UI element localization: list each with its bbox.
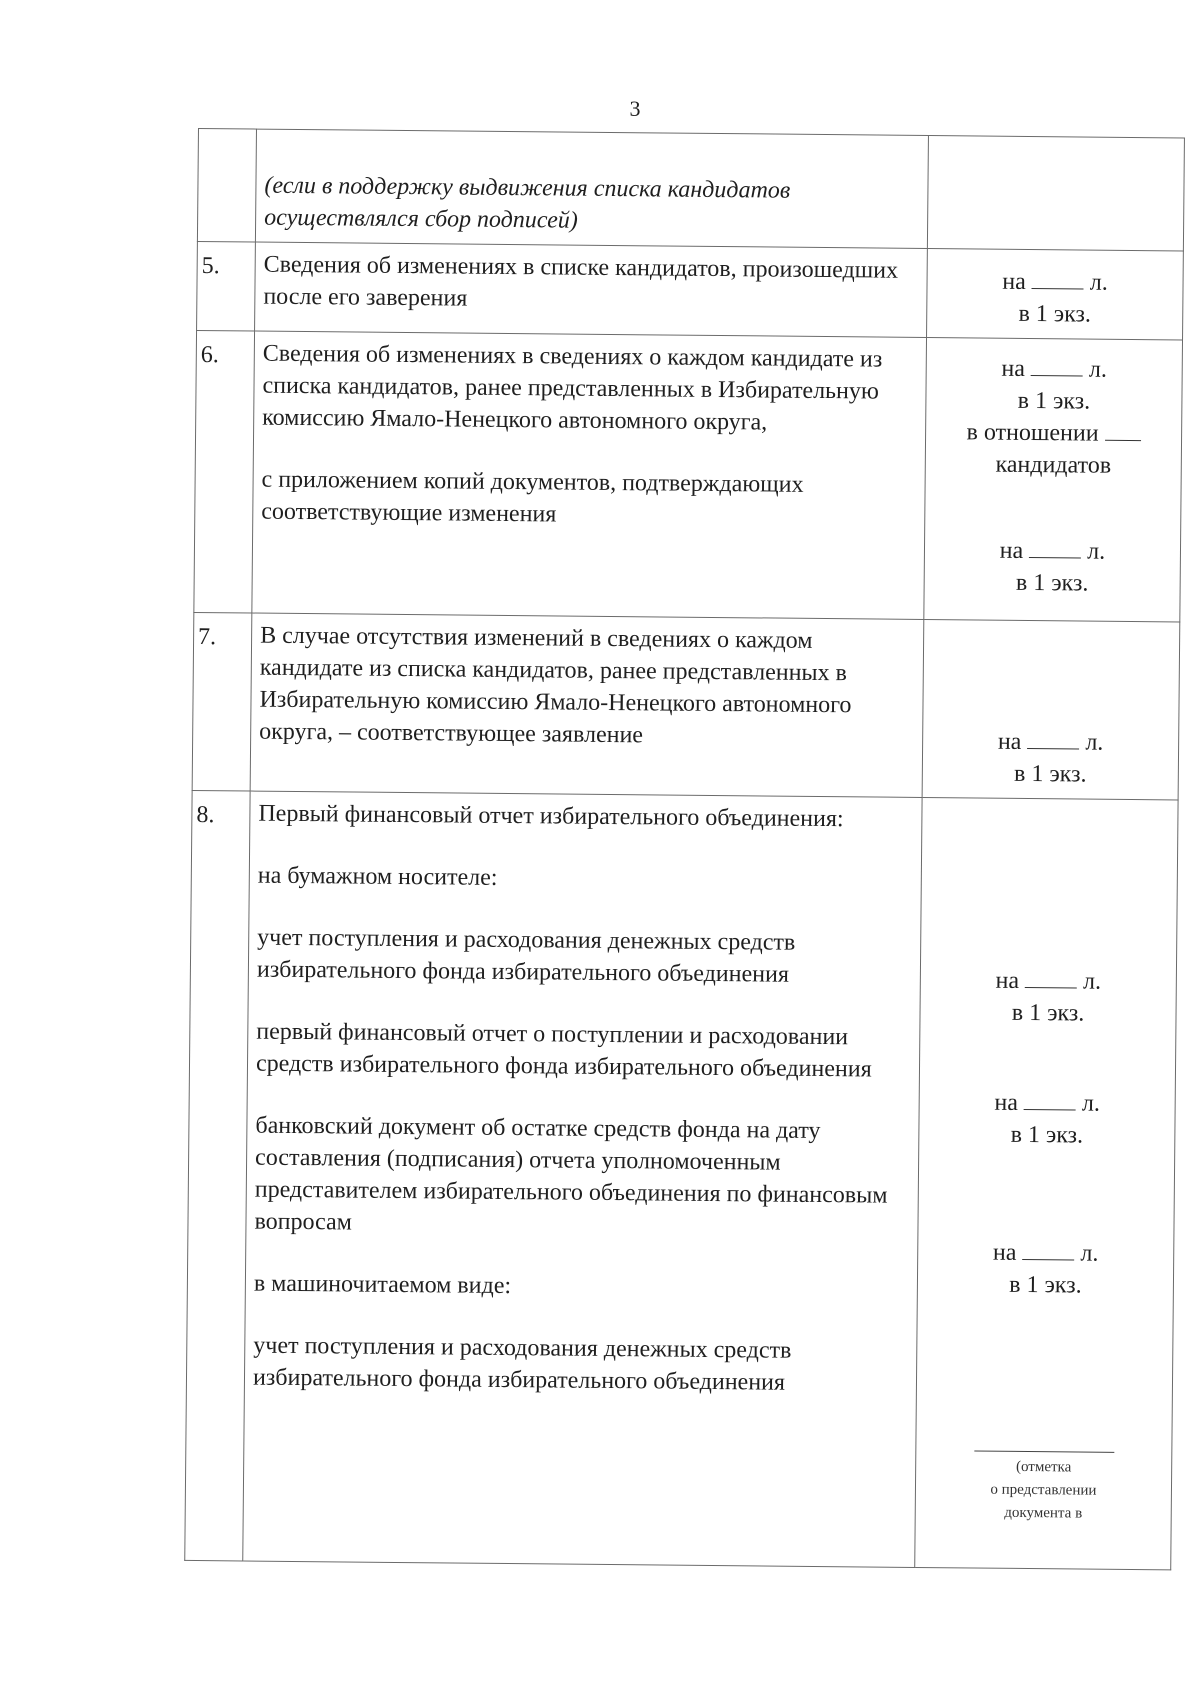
pages-blank bbox=[1025, 967, 1077, 988]
row-text bbox=[252, 331, 927, 619]
mark-note-line: (отметка bbox=[1015, 1458, 1072, 1476]
row-text-attachment: с приложением копий документов, подтверждающих соответствующие изменения bbox=[261, 466, 804, 528]
pages-prefix: на bbox=[992, 1239, 1017, 1266]
row-text-body: Сведения об изменениях в сведениях о каждом кандидате из списка кандидатов, ранее представленных в Избирательную комиссию Ямало-Ненецкого автономного округа, bbox=[262, 340, 883, 436]
pages-line bbox=[929, 725, 1172, 759]
pages-blank bbox=[1031, 355, 1083, 376]
pages-blank bbox=[1032, 268, 1084, 289]
signature-line bbox=[974, 1451, 1114, 1453]
row-text-machine: в машиночитаемом виде: bbox=[253, 1270, 512, 1300]
row-text-paper: на бумажном носителе: bbox=[257, 862, 498, 891]
pages-suffix: л. bbox=[1085, 729, 1104, 756]
mark-note-line: о представлении bbox=[990, 1481, 1097, 1499]
row-text-body: Сведения об изменениях в списке кандидатов, произошедших после его заверения bbox=[263, 251, 899, 312]
pages-suffix: л. bbox=[1082, 968, 1102, 995]
pages-suffix: л. bbox=[1089, 269, 1108, 296]
pages-blank bbox=[1024, 1089, 1076, 1110]
table-row bbox=[185, 790, 1178, 1569]
relation-prefix: в отношении bbox=[966, 419, 1099, 447]
pages-suffix: л. bbox=[1087, 538, 1106, 565]
copies-line: в 1 экз. bbox=[1015, 569, 1089, 597]
row-text bbox=[243, 791, 922, 1567]
copies-line: в 1 экз. bbox=[1017, 387, 1091, 415]
page-number: 3 bbox=[629, 96, 641, 121]
row-number: 8. bbox=[185, 790, 250, 1561]
row-number bbox=[197, 129, 256, 243]
table-row bbox=[192, 612, 1180, 799]
pages-blank bbox=[1029, 537, 1081, 558]
row-note bbox=[927, 249, 1184, 340]
pages-line bbox=[931, 534, 1174, 568]
row-text-title: Первый финансовый отчет избирательного объединения: bbox=[258, 800, 844, 833]
pages-suffix: л. bbox=[1080, 1240, 1099, 1267]
pages-blank bbox=[1027, 728, 1079, 749]
pages-prefix: на bbox=[994, 1089, 1019, 1116]
pages-prefix: на bbox=[999, 537, 1024, 564]
pages-line bbox=[927, 964, 1170, 998]
pages-line bbox=[926, 1086, 1169, 1120]
table-row bbox=[194, 330, 1183, 621]
row-note bbox=[915, 797, 1178, 1569]
copies-line: в 1 экз. bbox=[1009, 1271, 1082, 1299]
pages-suffix: л. bbox=[1081, 1090, 1101, 1117]
relation-line bbox=[932, 416, 1175, 450]
table-row bbox=[197, 241, 1184, 339]
candidates-line: кандидатов bbox=[995, 451, 1112, 479]
pages-prefix: на bbox=[995, 967, 1020, 994]
pages-blank bbox=[1022, 1239, 1074, 1260]
row-text bbox=[255, 242, 928, 337]
row-text-body: В случае отсутствия изменений в сведениях о каждом кандидате из списка кандидатов, ранее представленных в Избирательную комиссию Ямало-Ненецкого автономного округа, – соответствующее заявление bbox=[259, 622, 852, 749]
pages-line bbox=[933, 352, 1176, 386]
pages-line bbox=[924, 1236, 1167, 1270]
pages-line bbox=[933, 265, 1176, 299]
row-text-item: банковский документ об остатке средств фонда на дату составления (подписания) отчета уполномоченным представителем избирательного объединения по финансовым вопросам bbox=[254, 1112, 888, 1236]
row-text-item: учет поступления и расходования денежных средств избирательного фонда избирательного объединения bbox=[252, 1332, 792, 1396]
row-text bbox=[250, 613, 924, 797]
row-text bbox=[255, 129, 928, 248]
pages-prefix: на bbox=[1002, 268, 1026, 295]
mark-note-line: документа в bbox=[1004, 1504, 1083, 1522]
row-number: 5. bbox=[197, 241, 256, 331]
row-note bbox=[927, 136, 1184, 251]
copies-line: в 1 экз. bbox=[1010, 1121, 1084, 1149]
copies-line: в 1 экз. bbox=[1018, 300, 1092, 328]
documents-table bbox=[184, 128, 1185, 1570]
row-text-item: учет поступления и расходования денежных средств избирательного фонда избирательного объединения bbox=[256, 924, 796, 988]
copies-line: в 1 экз. bbox=[1013, 760, 1087, 788]
row-number: 6. bbox=[194, 330, 255, 613]
row-note bbox=[924, 338, 1183, 622]
row-text-italic: (если в поддержку выдвижения списка кандидатов осуществлялся сбор подписей) bbox=[264, 172, 791, 234]
row-number: 7. bbox=[192, 612, 252, 791]
row-text-item: первый финансовый отчет о поступлении и расходовании средств избирательного фонда избирательного объединения bbox=[255, 1018, 872, 1083]
pages-suffix: л. bbox=[1088, 356, 1108, 383]
row-note bbox=[922, 619, 1180, 799]
table-row bbox=[197, 129, 1184, 251]
pages-prefix: на bbox=[1001, 355, 1026, 382]
relation-blank bbox=[1105, 420, 1141, 441]
copies-line: в 1 экз. bbox=[1011, 999, 1085, 1027]
pages-prefix: на bbox=[997, 728, 1022, 755]
